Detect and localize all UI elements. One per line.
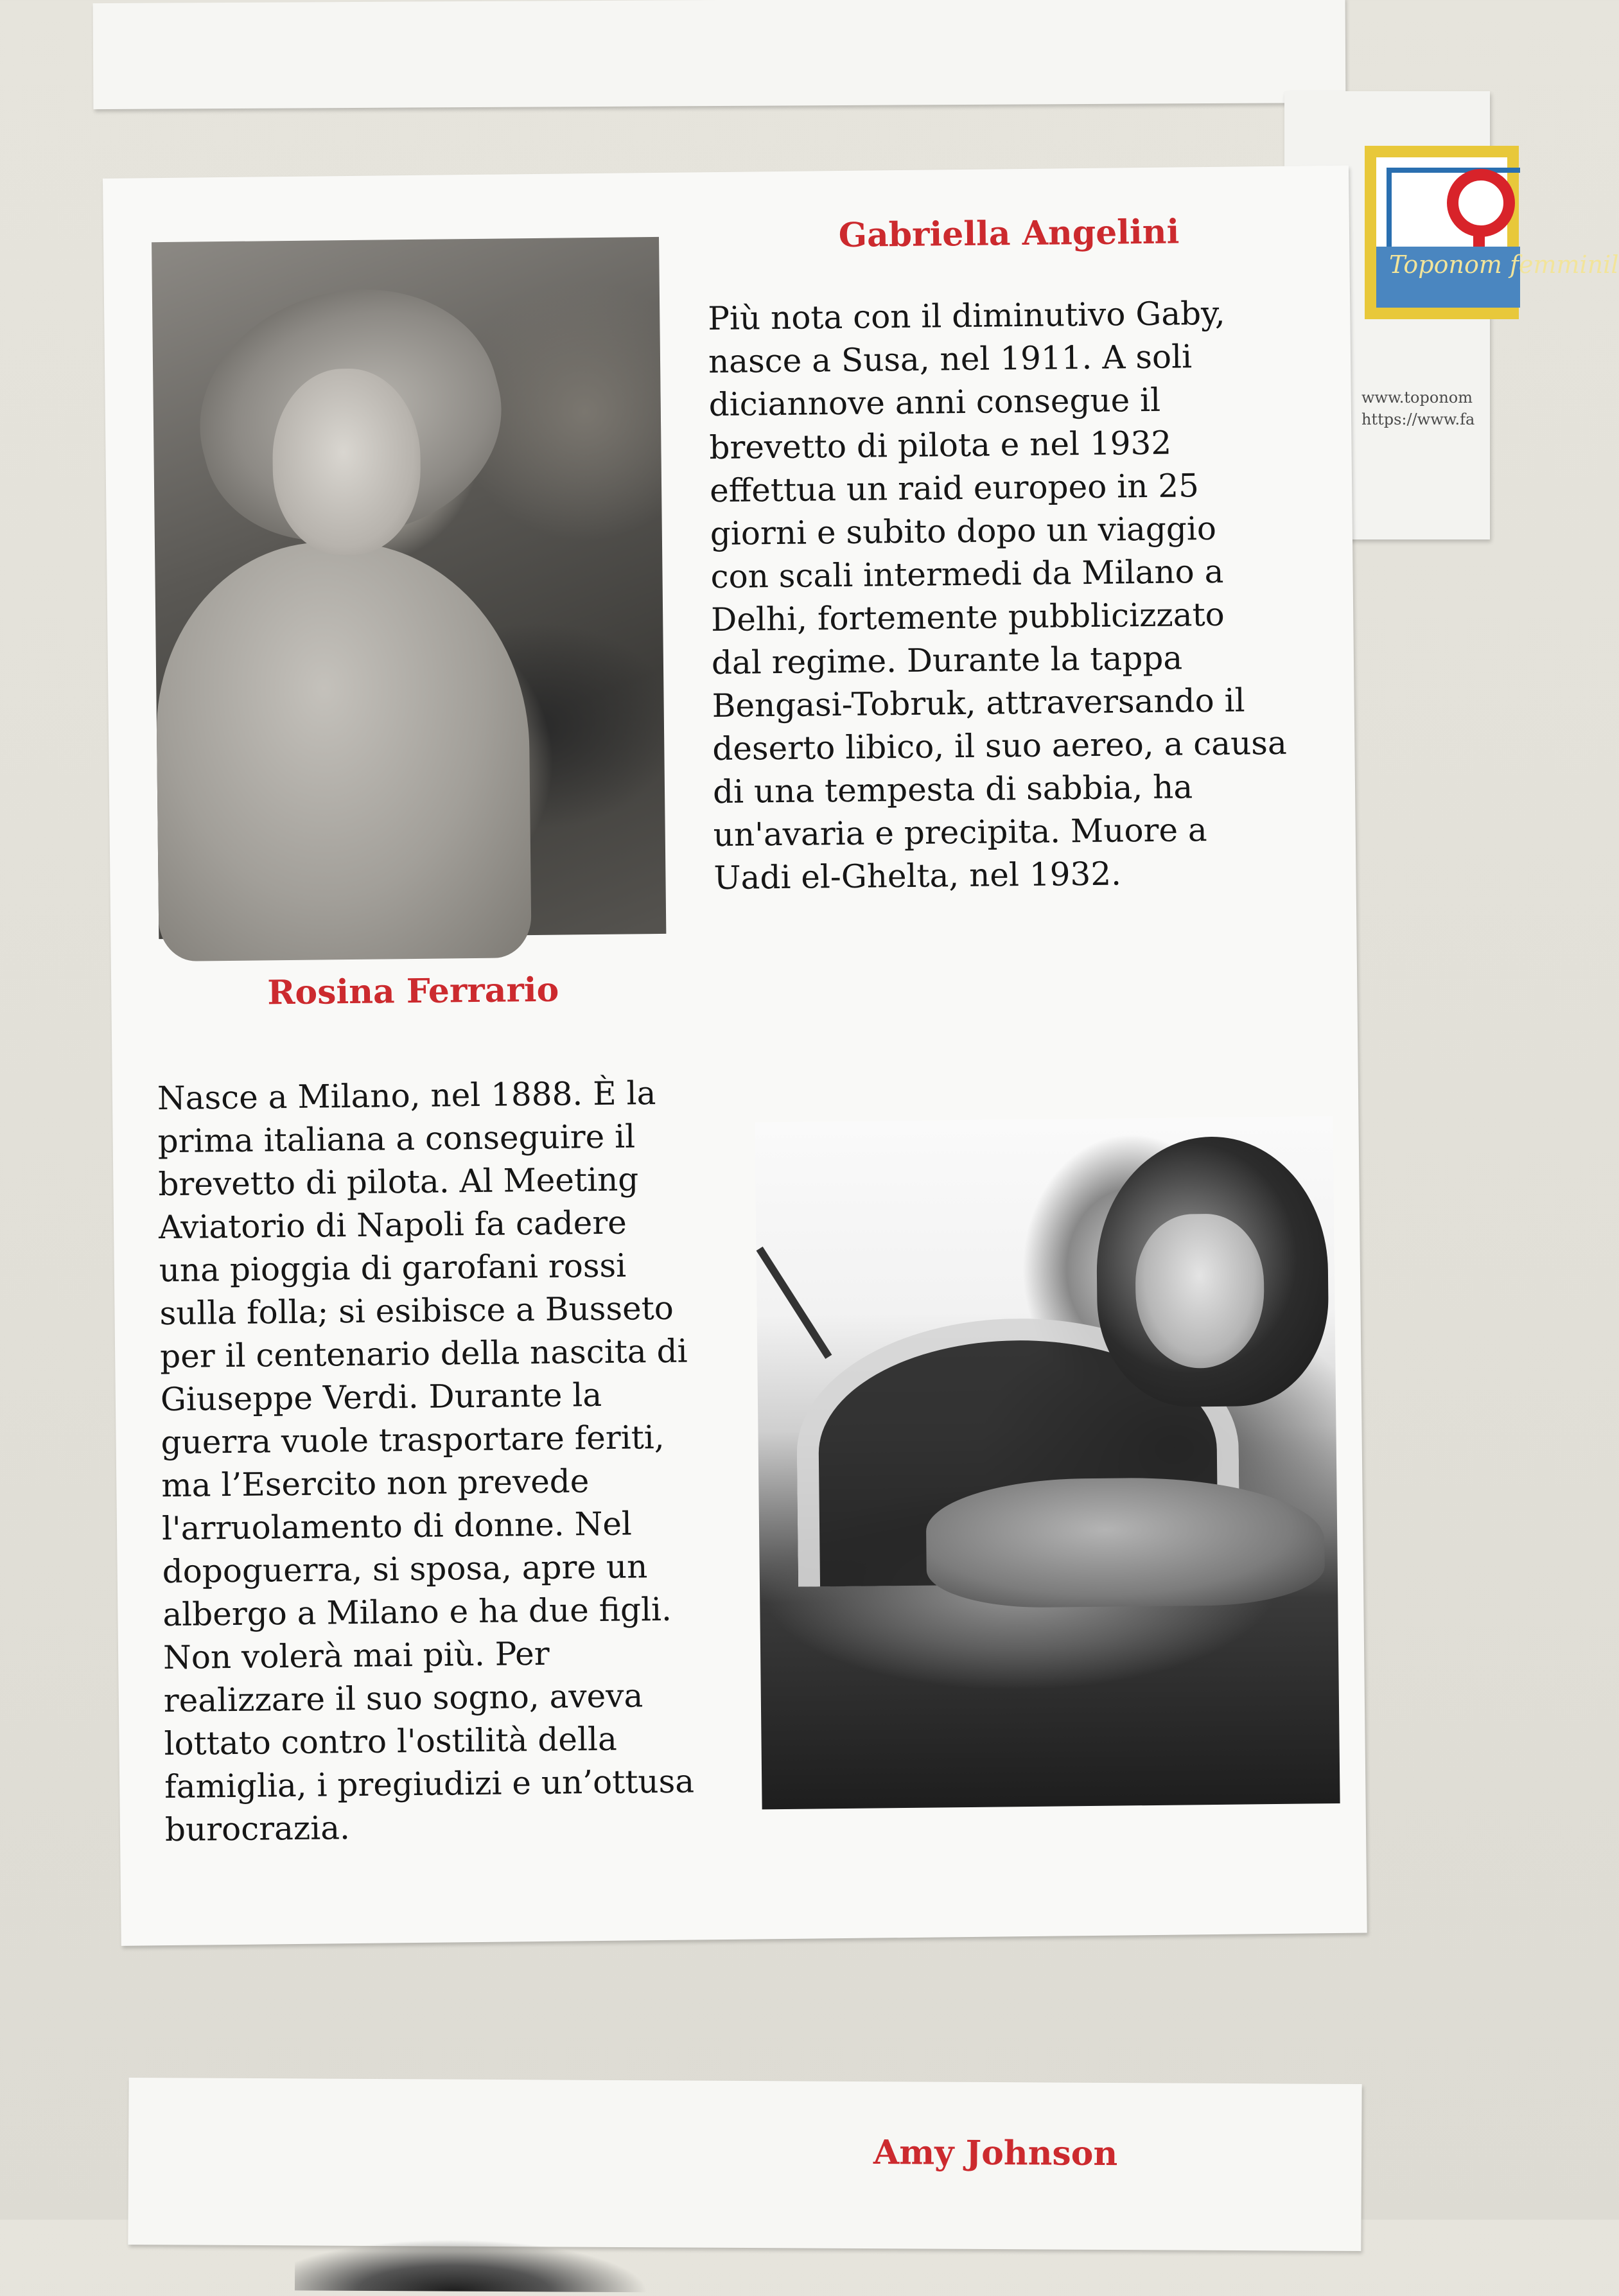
bio-line: dal regime. Durante la tappa	[711, 639, 1183, 682]
bio-line: brevetto di pilota e nel 1932	[709, 424, 1172, 467]
bio-line: Bengasi-Tobruk, attraversando il	[712, 681, 1245, 725]
bio-line: con scali intermedi da Milano a	[710, 552, 1224, 596]
bio-rosina-ferrario	[157, 1071, 757, 1852]
bio-line: l'arruolamento di donne. Nel	[161, 1505, 633, 1548]
bio-line: burocrazia.	[164, 1809, 351, 1849]
heading-amy-johnson: Amy Johnson	[873, 2133, 1118, 2174]
bio-line: giorni e subito dopo un viaggio	[710, 509, 1217, 553]
photo-rosina-ferrario	[755, 1116, 1340, 1809]
photo-amy-johnson	[295, 2187, 694, 2292]
logo-band-text: Toponom femminil	[1376, 247, 1520, 308]
toponomastica-logo	[1365, 146, 1619, 319]
bio-line: diciannove anni consegue il	[708, 381, 1161, 424]
bio-line: effettua un raid europeo in 25	[709, 467, 1200, 510]
logo-urls	[1361, 387, 1475, 430]
bio-line: dopoguerra, si sposa, apre un	[162, 1548, 648, 1591]
bio-line: un'avaria e precipita. Muore a	[713, 811, 1208, 854]
bio-line: prima italiana a conseguire il	[157, 1117, 636, 1161]
bio-line: brevetto di pilota. Al Meeting	[158, 1161, 639, 1204]
photo-pilot-arms	[925, 1476, 1325, 1608]
bio-line: Non volerà mai più. Per	[162, 1634, 550, 1677]
heading-gabriella-angelini: Gabriella Angelini	[838, 212, 1180, 256]
bio-line: Delhi, fortemente pubblicizzato	[710, 595, 1225, 639]
bio-line: guerra vuole trasportare feriti,	[161, 1418, 665, 1462]
bio-line: nasce a Susa, nel 1911. A soli	[708, 338, 1193, 381]
bio-line: deserto libico, il suo aereo, a causa	[712, 724, 1288, 768]
bio-line: Uadi el-Ghelta, nel 1932.	[713, 855, 1122, 897]
photo-aircraft-strut	[757, 1247, 832, 1359]
photo-figure-face	[272, 368, 421, 556]
bottom-poster-sheet	[128, 2078, 1361, 2251]
bio-line: una pioggia di garofani rossi	[159, 1247, 627, 1290]
photo-gabriella-angelini	[152, 237, 666, 939]
bio-line: Nasce a Milano, nel 1888. È la	[157, 1074, 656, 1117]
bio-gabriella-angelini	[708, 291, 1318, 900]
heading-rosina-ferrario: Rosina Ferrario	[267, 970, 559, 1013]
photo-pilot-face	[1135, 1213, 1265, 1369]
bio-line: realizzare il suo sogno, aveva	[163, 1677, 643, 1720]
bio-line: albergo a Milano e ha due figli.	[162, 1590, 672, 1634]
photo-figure-body	[155, 540, 532, 961]
bio-line: Più nota con il diminutivo Gaby,	[708, 294, 1225, 338]
top-poster-sheet	[93, 0, 1346, 109]
venus-symbol-icon	[1447, 169, 1515, 237]
bio-line: sulla folla; si esibisce a Busseto	[159, 1289, 674, 1333]
bio-line: famiglia, i pregiudizi e un’ottusa	[164, 1762, 695, 1806]
bio-line: ma l’Esercito non prevede	[161, 1462, 590, 1505]
url-line: www.toponom	[1361, 389, 1473, 407]
url-line: https://www.fa	[1361, 410, 1475, 428]
bio-line: Giuseppe Verdi. Durante la	[160, 1376, 602, 1419]
main-poster-sheet	[103, 166, 1367, 1946]
bio-line: Aviatorio di Napoli fa cadere	[158, 1204, 627, 1247]
bio-line: per il centenario della nascita di	[159, 1332, 688, 1376]
bio-line: di una tempesta di sabbia, ha	[712, 768, 1193, 811]
bio-line: lottato contro l'ostilità della	[164, 1720, 618, 1763]
